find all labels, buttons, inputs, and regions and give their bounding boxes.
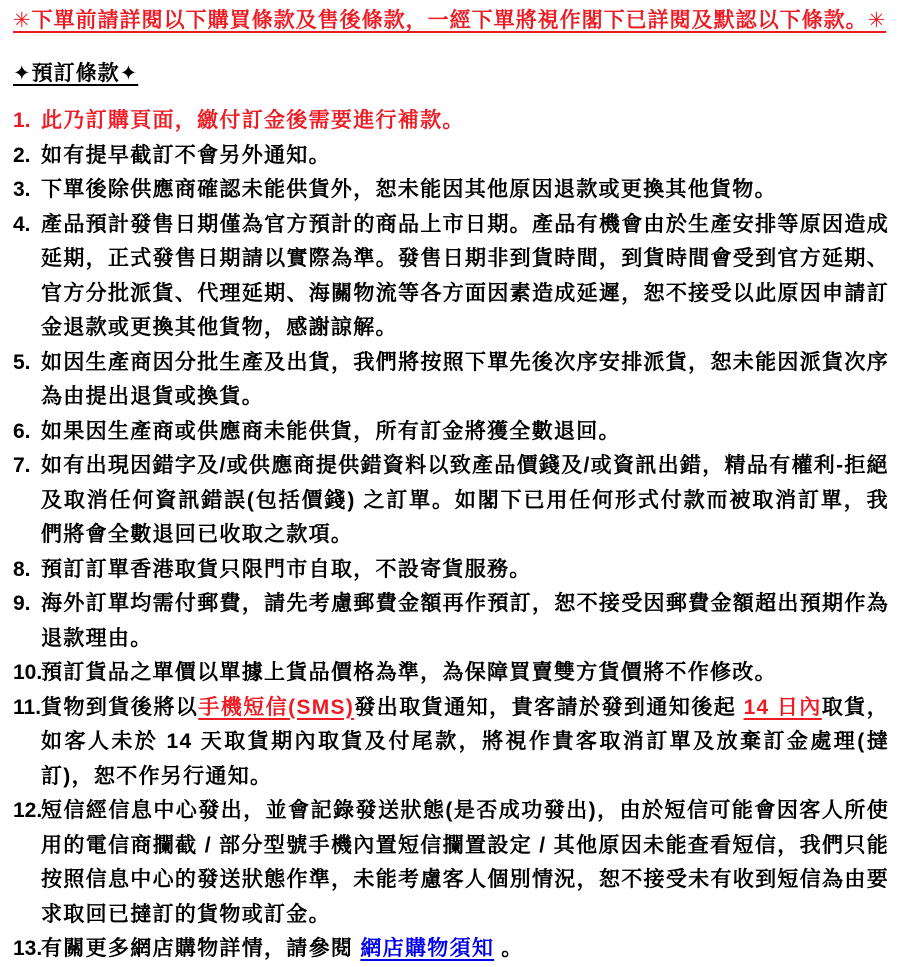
term-text — [41, 178, 777, 201]
term-text — [41, 109, 465, 132]
term-text — [41, 696, 889, 788]
section-title-row — [13, 57, 889, 92]
text-segment: 如因生產商因分批生產及出貨，我們將按照下單先後次序安排派貨，恕未能因派貨次序為由提出退貨或換貨。 — [41, 350, 889, 408]
term-item — [13, 553, 889, 588]
term-text — [41, 937, 524, 960]
term-item — [13, 139, 889, 174]
term-item — [13, 932, 889, 967]
term-number: 5. — [13, 350, 31, 374]
term-number: 4. — [13, 212, 31, 236]
text-segment: 發出取貨通知，貴客請於發到通知後起 — [354, 695, 744, 719]
text-segment: 有關更多網店購物詳情，請參閱 — [41, 937, 361, 960]
text-segment: 。 — [494, 937, 524, 960]
term-item — [13, 173, 889, 208]
highlighted-text: 手機短信(SMS) — [198, 695, 355, 719]
term-item — [13, 794, 889, 932]
term-item — [13, 346, 889, 415]
term-number: 6. — [13, 419, 31, 443]
term-item — [13, 104, 889, 139]
term-text — [41, 213, 889, 340]
term-number: 8. — [13, 557, 31, 581]
text-segment: 貨物到貨後將以 — [41, 695, 199, 719]
term-number: 7. — [13, 454, 31, 477]
term-text — [41, 799, 889, 926]
term-item — [13, 449, 889, 553]
text-segment: 預訂貨品之單價以單據上貨品價格為準，為保障買賣雙方貨價將不作修改。 — [41, 661, 777, 684]
term-number: 3. — [13, 178, 31, 201]
term-number: 2. — [13, 143, 31, 167]
text-segment: 如有出現因錯字及/或供應商提供錯資料以致產品價錢及/或資訊出錯，精品有權利-拒絕及取消任何資訊錯誤(包括價錢) 之訂單。如閣下已用任何形式付款而被取消訂單，我們將會全數退回已收取之款項。 — [41, 454, 889, 546]
terms-list — [13, 104, 889, 967]
term-item — [13, 415, 889, 450]
text-segment: 如有提早截訂不會另外通知。 — [41, 143, 331, 167]
section-title-preorder-terms: ✦預訂條款✦ — [13, 61, 139, 85]
term-item — [13, 587, 889, 656]
text-segment: 海外訂單均需付郵費，請先考慮郵費金額再作預訂，恕不接受因郵費金額超出預期作為退款理由。 — [41, 592, 889, 650]
term-item — [13, 208, 889, 346]
term-text — [41, 420, 621, 443]
text-segment: 下單後除供應商確認未能供貨外，恕未能因其他原因退款或更換其他貨物。 — [41, 178, 777, 201]
term-text — [41, 661, 777, 684]
term-text — [41, 144, 331, 167]
text-segment: 短信經信息中心發出，並會記錄發送狀態(是否成功發出)，由於短信可能會因客人所使用的電信商攔截 / 部分型號手機內置短信攔置設定 / 其他原因未能查看短信，我們只能按照信息中心的發送狀態作準，未能考慮客人個別情況，恕不接受未有收到短信為由要求取回已撻訂的貨物或訂金。 — [41, 799, 889, 926]
term-text — [41, 592, 889, 650]
term-number: 11. — [13, 695, 42, 719]
text-segment: 產品預計發售日期僅為官方預計的商品上市日期。產品有機會由於生產安排等原因造成延期，正式發售日期請以實際為準。發售日期非到貨時間，到貨時間會受到官方延期、官方分批派貨、代理延期、海關物流等各方面因素造成延遲，恕不接受以此原因申請訂金退款或更換其他貨物，感謝諒解。 — [41, 212, 889, 339]
text-segment: 如果因生產商或供應商未能供貨，所有訂金將獲全數退回。 — [41, 419, 621, 443]
text-segment: 預訂訂單香港取貨只限門市自取，不設寄貨服務。 — [41, 557, 532, 581]
term-text — [41, 351, 889, 409]
term-text — [41, 558, 532, 581]
term-text — [41, 454, 889, 546]
shop-guide-link[interactable]: 網店購物須知 — [360, 937, 495, 960]
term-number: 10. — [13, 661, 43, 684]
term-number: 12. — [13, 799, 43, 822]
term-number: 9. — [13, 592, 31, 615]
term-number: 1. — [13, 109, 31, 132]
highlighted-text: 14 日內 — [743, 695, 822, 719]
term-number: 13. — [13, 937, 43, 960]
text-segment: 此乃訂購頁面，繳付訂金後需要進行補款。 — [41, 109, 465, 132]
term-item — [13, 656, 889, 691]
term-item — [13, 691, 889, 795]
text-segment: 取貨，如客人未於 14 天取貨期內取貨及付尾款，將視作貴客取消訂單及放棄訂金處理(撻訂)，恕不作另行通知。 — [41, 695, 889, 788]
purchase-terms-notice: ✳下單前請詳閱以下購買條款及售後條款，一經下單將視作閣下已詳閱及默認以下條款。✳ — [13, 9, 887, 32]
